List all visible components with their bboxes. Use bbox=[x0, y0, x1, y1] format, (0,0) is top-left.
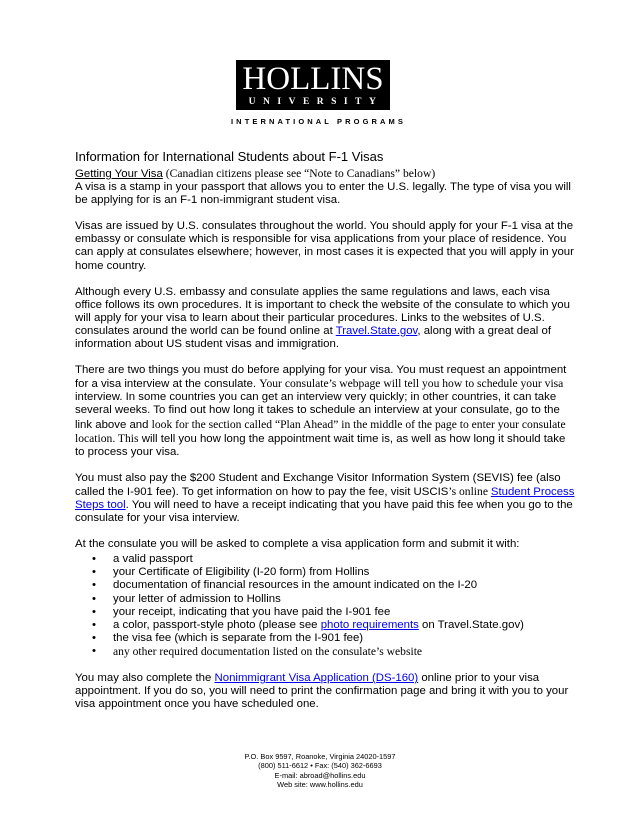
paragraph-sevis bbox=[75, 472, 575, 525]
bullet-icon: • bbox=[92, 553, 96, 566]
section-getting-visa bbox=[75, 167, 575, 207]
section-heading: Getting Your Visa bbox=[75, 168, 163, 180]
document-body bbox=[75, 149, 575, 724]
travel-state-link[interactable]: Travel.State.gov bbox=[335, 324, 418, 337]
list-item bbox=[75, 632, 575, 645]
appointment-text-3: interview. In some countries you can get an interview very quickly; in other countries, it can take several weeks. To find out how long it takes to schedule an interview at your consulate, go to the link above and bbox=[75, 391, 560, 431]
footer-website: Web site: www.hollins.edu bbox=[277, 780, 363, 790]
ds160-text-2: online prior to your visa appointment. If you do so, you will need to print the confirmation page and bring it with you to your visa appointment once you have scheduled one. bbox=[75, 672, 569, 711]
list-item bbox=[75, 593, 575, 606]
list-item-text: your receipt, indicating that you have paid the I-901 fee bbox=[113, 605, 391, 618]
list-item bbox=[75, 619, 575, 632]
ds160-text-1: You may also complete the bbox=[75, 672, 215, 684]
list-item bbox=[75, 579, 575, 592]
bullet-icon: • bbox=[92, 644, 96, 657]
list-item bbox=[75, 553, 575, 566]
appointment-text-5: will tell you how long the appointment wait time is, as well as how long it should take to process your visa. bbox=[75, 432, 566, 458]
list-intro: At the consulate you will be asked to complete a visa application form and submit it with: bbox=[75, 538, 520, 551]
sevis-text-2: ’s online bbox=[448, 484, 491, 498]
paragraph-procedures bbox=[75, 286, 575, 351]
canadian-note: (Canadian citizens please see “Note to Canadians” below) bbox=[162, 167, 436, 180]
list-item-text: your Certificate of Eligibility (I-20 form) from Hollins bbox=[113, 566, 370, 579]
logo-name: HOLLINS bbox=[242, 61, 384, 97]
appointment-text-4: look for the section called “Plan Ahead” in the middle of the page to enter your consulate location. This bbox=[75, 417, 566, 445]
footer-phone: (800) 511-6612 • Fax: (540) 362-6693 bbox=[258, 761, 382, 771]
hollins-logo bbox=[236, 60, 390, 110]
appointment-text-2: Your consulate’s webpage will tell you how to schedule your visa bbox=[259, 377, 564, 391]
list-item-text: on Travel.State.gov) bbox=[418, 618, 524, 631]
appointment-text-1: There are two things you must do before applying for your visa. You must request an appointment for a visa interview at the consulate. bbox=[75, 364, 567, 391]
list-item-text: any other required documentation listed on the consulate’s website bbox=[113, 644, 423, 658]
list-item-text: a valid passport bbox=[113, 553, 193, 566]
list-item-text: documentation of financial resources in the amount indicated on the I-20 bbox=[113, 579, 478, 592]
footer-contact bbox=[0, 752, 640, 790]
footer-address: P.O. Box 9597, Roanoke, Virginia 24020-1597 bbox=[244, 752, 396, 761]
list-item bbox=[75, 566, 575, 579]
footer-email: E-mail: abroad@hollins.edu bbox=[274, 770, 366, 780]
list-item bbox=[75, 606, 575, 619]
list-item bbox=[75, 645, 575, 659]
photo-requirements-link[interactable]: photo requirements bbox=[320, 618, 419, 631]
page-title: Information for International Students about F-1 Visas bbox=[75, 149, 384, 164]
list-item-text: a color, passport-style photo (please see bbox=[113, 618, 321, 631]
bullet-icon: • bbox=[92, 592, 96, 605]
paragraph-ds160 bbox=[75, 672, 575, 711]
sevis-text-3: . You will need to have a receipt indicating that you have paid this fee when you go to the consulate for your visa interview. bbox=[75, 498, 573, 525]
visa-definition: A visa is a stamp in your passport that allows you to enter the U.S. legally. The type of visa you will be applying for is an F-1 non-immigrant student visa. bbox=[75, 181, 571, 207]
procedures-text: Although every U.S. embassy and consulate applies the same regulations and laws, each visa office follows its own procedures. It is important to check the website of the consulate to which you will apply for your visa to learn about their particular procedures. Links to the websites of U.S. consulates around the world can be found online at bbox=[75, 285, 570, 337]
ds160-link[interactable]: Nonimmigrant Visa Application (DS-160) bbox=[214, 672, 419, 684]
procedures-text-end: , along with a great deal of information about US student visas and immigration. bbox=[75, 324, 551, 351]
student-process-steps-link[interactable]: Student Process Steps tool bbox=[75, 485, 575, 511]
bullet-icon: • bbox=[92, 618, 96, 631]
paragraph-consulates: Visas are issued by U.S. consulates throughout the world. You should apply for your F-1 visa at the embassy or consulate which is responsible for visa applications from your place of residence. You can apply at consulates elsewhere; however, in most cases it is expected that you will apply in your home country. bbox=[75, 220, 574, 272]
bullet-icon: • bbox=[92, 566, 96, 579]
sevis-text-1: You must also pay the $200 Student and Exchange Visitor Information System (SEVIS) fee (also called the I-901 fee). To get information on how to pay the fee, visit USCIS bbox=[75, 471, 561, 498]
list-item-text: your letter of admission to Hollins bbox=[113, 592, 281, 605]
list-item-text: the visa fee (which is separate from the I-901 fee) bbox=[113, 631, 364, 644]
bullet-icon: • bbox=[92, 631, 96, 644]
bullet-icon: • bbox=[92, 605, 96, 618]
bullet-icon: • bbox=[92, 579, 96, 592]
paragraph-appointment bbox=[75, 364, 575, 459]
logo-subtitle: UNIVERSITY bbox=[248, 97, 384, 107]
requirements-list bbox=[75, 553, 575, 659]
program-heading: INTERNATIONAL PROGRAMS bbox=[231, 117, 407, 126]
